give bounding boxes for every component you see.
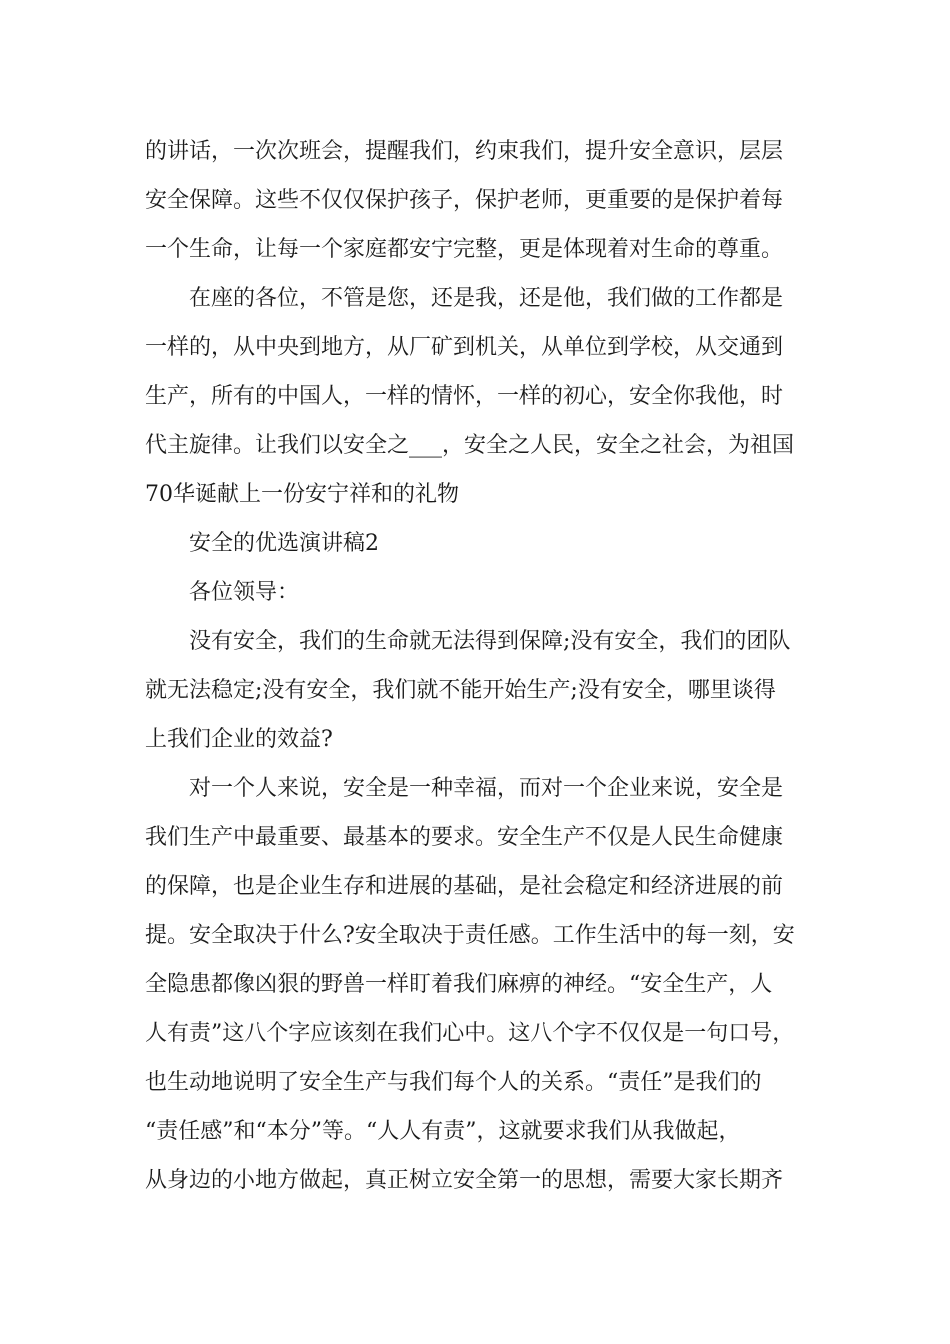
paragraph-3: [145, 617, 815, 764]
text-line: 的讲话，一次次班会，提醒我们，约束我们，提升安全意识，层层: [145, 139, 784, 164]
text-line: 上我们企业的效益?: [145, 727, 333, 752]
text-line: 在座的各位，不管是您，还是我，还是他，我们做的工作都是: [189, 286, 784, 311]
text-line: 70华诞献上一份安宁祥和的礼物: [145, 482, 459, 507]
text-line: 我们生产中最重要、最基本的要求。安全生产不仅是人民生命健康: [145, 825, 784, 850]
paragraph-1: [145, 127, 815, 274]
text-line: 全隐患都像凶狠的野兽一样盯着我们麻痹的神经。“安全生产，人: [145, 972, 773, 997]
text-line: 各位领导：: [189, 580, 300, 605]
text-line: 也生动地说明了安全生产与我们每个人的关系。“责任”是我们的: [145, 1070, 762, 1095]
salutation: [145, 568, 815, 617]
text-line: 提。安全取决于什么?安全取决于责任感。工作生活中的每一刻，安: [145, 923, 795, 948]
text-line: 就无法稳定;没有安全，我们就不能开始生产;没有安全，哪里谈得: [145, 678, 776, 703]
text-line: 一样的，从中央到地方，从厂矿到机关，从单位到学校，从交通到: [145, 335, 784, 360]
text-line: 一个生命，让每一个家庭都安宁完整，更是体现着对生命的尊重。: [145, 237, 784, 262]
paragraph-2: [145, 274, 815, 519]
text-line: 安全的优选演讲稿2: [189, 531, 379, 556]
text-line: 没有安全，我们的生命就无法得到保障;没有安全，我们的团队: [189, 629, 791, 654]
text-line: 人有责”这八个字应该刻在我们心中。这八个字不仅仅是一句口号，: [145, 1021, 795, 1046]
text-line: 对一个人来说，安全是一种幸福，而对一个企业来说，安全是: [189, 776, 784, 801]
paragraph-4: [145, 764, 815, 1205]
text-line: “责任感”和“本分”等。“人人有责”，这就要求我们从我做起，: [145, 1119, 741, 1144]
text-line: 从身边的小地方做起，真正树立安全第一的思想，需要大家长期齐: [145, 1168, 784, 1193]
text-line: 生产，所有的中国人，一样的情怀，一样的初心，安全你我他，时: [145, 384, 784, 409]
section-title: [145, 519, 815, 568]
text-line: 的保障，也是企业生存和进展的基础，是社会稳定和经济进展的前: [145, 874, 784, 899]
text-line: 代主旋律。让我们以安全之___，安全之人民，安全之社会，为祖国: [145, 433, 795, 458]
document-body: [145, 127, 815, 1205]
text-line: 安全保障。这些不仅仅保护孩子，保护老师，更重要的是保护着每: [145, 188, 784, 213]
